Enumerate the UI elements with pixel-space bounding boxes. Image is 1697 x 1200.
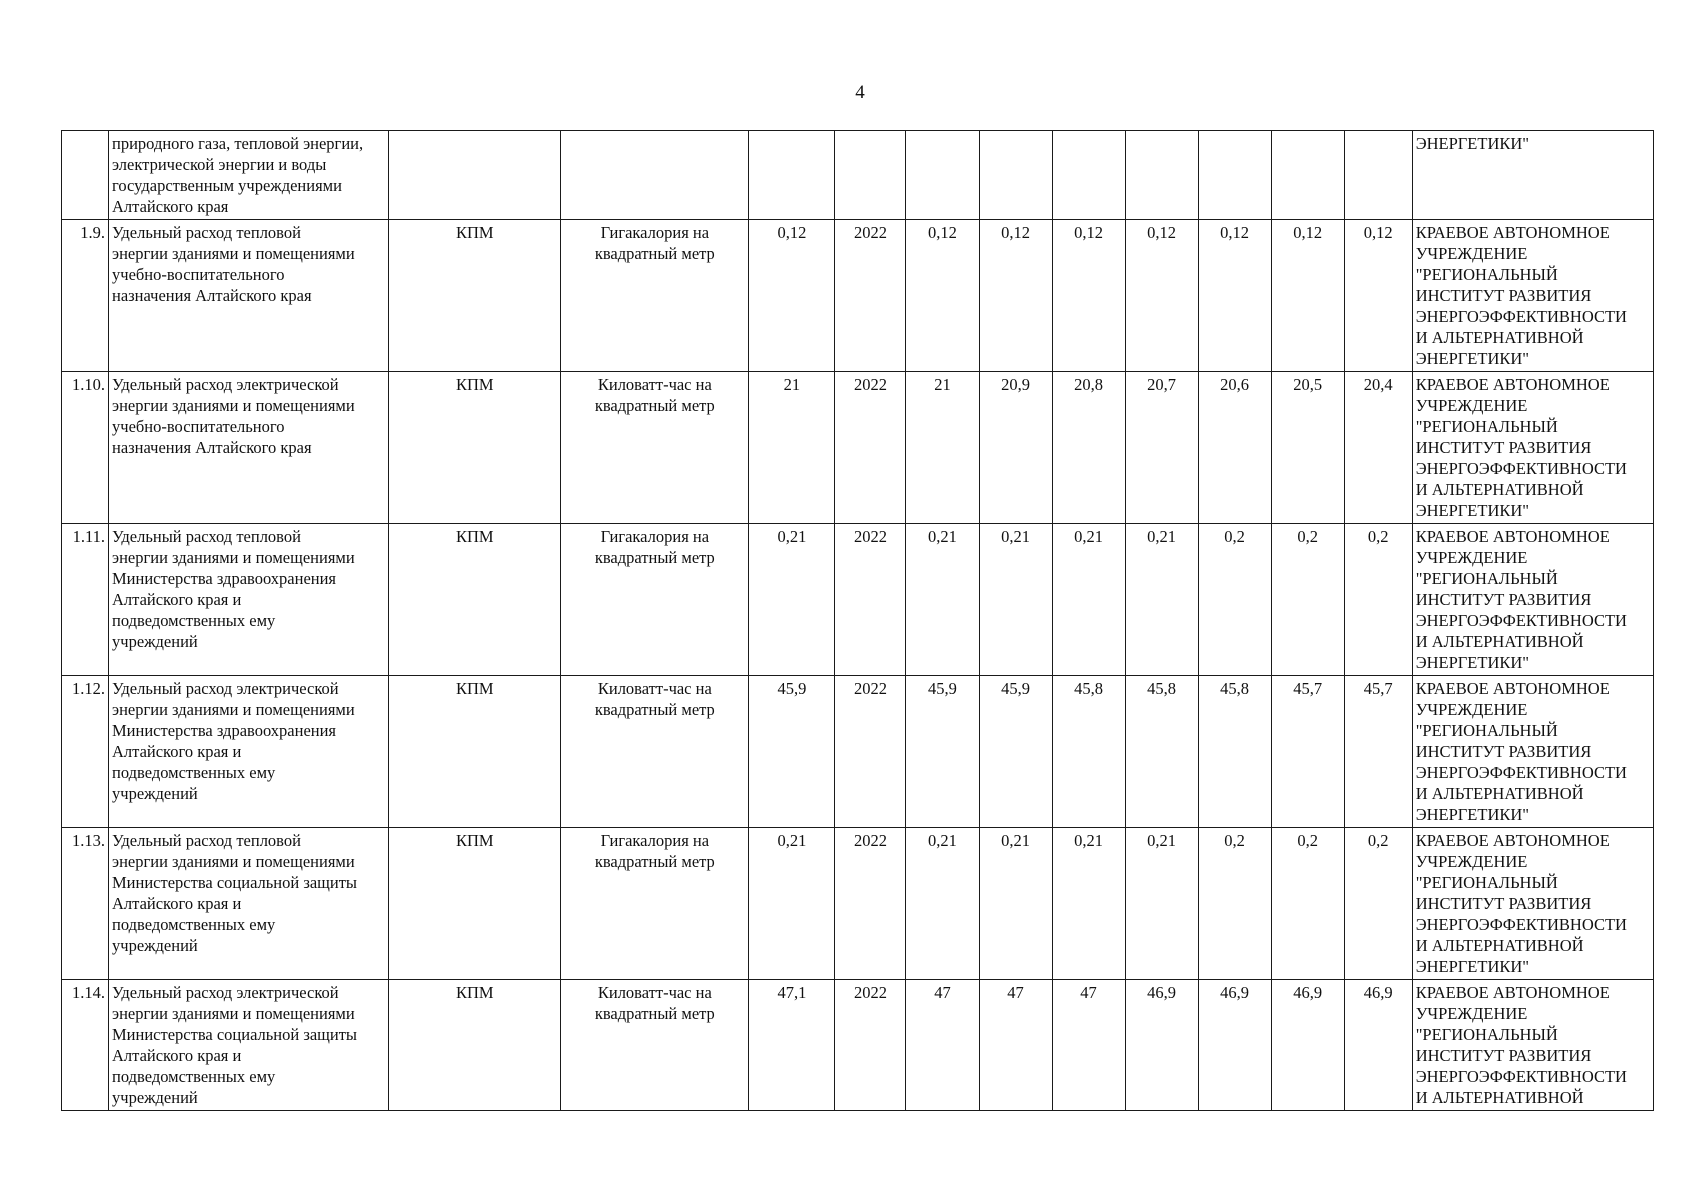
row-number: 1.10. xyxy=(62,372,109,524)
indicator-level: КПМ xyxy=(389,220,561,372)
unit-of-measure: Киловатт-час на квадратный метр xyxy=(561,676,749,828)
plan-value: 0,12 xyxy=(1125,220,1198,372)
table-row xyxy=(62,980,1654,1111)
table-row xyxy=(62,131,1654,220)
plan-value: 0,2 xyxy=(1271,828,1344,980)
plan-value xyxy=(906,131,979,220)
plan-value: 0,21 xyxy=(1125,828,1198,980)
plan-value: 0,21 xyxy=(1052,524,1125,676)
plan-value: 0,12 xyxy=(1052,220,1125,372)
plan-value: 0,2 xyxy=(1198,828,1271,980)
indicator-level: КПМ xyxy=(389,828,561,980)
indicator-name: Удельный расход тепловой энергии зданиями и помещениями Министерства социальной защиты Алтайского края и подведомственных ему учреждений xyxy=(109,828,389,980)
responsible-organization: КРАЕВОЕ АВТОНОМНОЕ УЧРЕЖДЕНИЕ "РЕГИОНАЛЬНЫЙ ИНСТИТУТ РАЗВИТИЯ ЭНЕРГОЭФФЕКТИВНОСТИ И АЛЬТЕРНАТИВНОЙ ЭНЕРГЕТИКИ" xyxy=(1412,828,1653,980)
plan-value: 47 xyxy=(906,980,979,1111)
base-value: 0,21 xyxy=(749,524,835,676)
plan-value: 45,7 xyxy=(1344,676,1412,828)
plan-value: 20,9 xyxy=(979,372,1052,524)
plan-value: 20,5 xyxy=(1271,372,1344,524)
plan-value xyxy=(1271,131,1344,220)
plan-value: 0,12 xyxy=(1271,220,1344,372)
plan-value: 46,9 xyxy=(1344,980,1412,1111)
indicator-level: КПМ xyxy=(389,980,561,1111)
indicator-name: Удельный расход электрической энергии зданиями и помещениями Министерства здравоохранения Алтайского края и подведомственных ему учреждений xyxy=(109,676,389,828)
plan-value: 46,9 xyxy=(1271,980,1344,1111)
row-number: 1.12. xyxy=(62,676,109,828)
plan-value: 0,21 xyxy=(906,828,979,980)
table-row xyxy=(62,524,1654,676)
base-value: 45,9 xyxy=(749,676,835,828)
plan-value: 0,21 xyxy=(979,524,1052,676)
row-number: 1.11. xyxy=(62,524,109,676)
plan-value: 0,2 xyxy=(1271,524,1344,676)
plan-value: 45,9 xyxy=(979,676,1052,828)
table-row xyxy=(62,828,1654,980)
base-year: 2022 xyxy=(835,828,906,980)
plan-value xyxy=(1052,131,1125,220)
unit-of-measure: Киловатт-час на квадратный метр xyxy=(561,980,749,1111)
plan-value: 46,9 xyxy=(1125,980,1198,1111)
plan-value: 0,21 xyxy=(1052,828,1125,980)
row-number: 1.13. xyxy=(62,828,109,980)
plan-value: 0,21 xyxy=(1125,524,1198,676)
base-year: 2022 xyxy=(835,980,906,1111)
base-value: 47,1 xyxy=(749,980,835,1111)
indicator-level: КПМ xyxy=(389,524,561,676)
indicator-name: Удельный расход тепловой энергии зданиями и помещениями Министерства здравоохранения Алтайского края и подведомственных ему учреждений xyxy=(109,524,389,676)
unit-of-measure xyxy=(561,131,749,220)
plan-value: 0,12 xyxy=(1198,220,1271,372)
responsible-organization: КРАЕВОЕ АВТОНОМНОЕ УЧРЕЖДЕНИЕ "РЕГИОНАЛЬНЫЙ ИНСТИТУТ РАЗВИТИЯ ЭНЕРГОЭФФЕКТИВНОСТИ И АЛЬТЕРНАТИВНОЙ ЭНЕРГЕТИКИ" xyxy=(1412,676,1653,828)
unit-of-measure: Гигакалория на квадратный метр xyxy=(561,220,749,372)
plan-value: 0,2 xyxy=(1198,524,1271,676)
plan-value: 0,2 xyxy=(1344,828,1412,980)
base-year: 2022 xyxy=(835,524,906,676)
row-number: 1.9. xyxy=(62,220,109,372)
row-number: 1.14. xyxy=(62,980,109,1111)
responsible-organization: КРАЕВОЕ АВТОНОМНОЕ УЧРЕЖДЕНИЕ "РЕГИОНАЛЬНЫЙ ИНСТИТУТ РАЗВИТИЯ ЭНЕРГОЭФФЕКТИВНОСТИ И АЛЬТЕРНАТИВНОЙ ЭНЕРГЕТИКИ" xyxy=(1412,524,1653,676)
plan-value: 21 xyxy=(906,372,979,524)
plan-value: 20,6 xyxy=(1198,372,1271,524)
page-number: 4 xyxy=(855,82,865,103)
responsible-organization: КРАЕВОЕ АВТОНОМНОЕ УЧРЕЖДЕНИЕ "РЕГИОНАЛЬНЫЙ ИНСТИТУТ РАЗВИТИЯ ЭНЕРГОЭФФЕКТИВНОСТИ И АЛЬТЕРНАТИВНОЙ xyxy=(1412,980,1653,1111)
indicator-level: КПМ xyxy=(389,372,561,524)
row-number xyxy=(62,131,109,220)
base-value xyxy=(749,131,835,220)
table-row xyxy=(62,372,1654,524)
plan-value: 0,12 xyxy=(906,220,979,372)
indicator-level xyxy=(389,131,561,220)
base-value: 0,21 xyxy=(749,828,835,980)
plan-value: 0,21 xyxy=(906,524,979,676)
plan-value xyxy=(1125,131,1198,220)
unit-of-measure: Гигакалория на квадратный метр xyxy=(561,828,749,980)
indicator-name: Удельный расход электрической энергии зданиями и помещениями учебно-воспитательного назначения Алтайского края xyxy=(109,372,389,524)
plan-value: 46,9 xyxy=(1198,980,1271,1111)
plan-value: 0,2 xyxy=(1344,524,1412,676)
plan-value: 45,8 xyxy=(1052,676,1125,828)
plan-value xyxy=(1344,131,1412,220)
plan-value: 20,4 xyxy=(1344,372,1412,524)
plan-value: 0,12 xyxy=(979,220,1052,372)
base-year xyxy=(835,131,906,220)
plan-value: 20,7 xyxy=(1125,372,1198,524)
plan-value: 45,8 xyxy=(1125,676,1198,828)
plan-value: 47 xyxy=(1052,980,1125,1111)
base-year: 2022 xyxy=(835,220,906,372)
base-value: 0,12 xyxy=(749,220,835,372)
indicator-name: Удельный расход тепловой энергии зданиями и помещениями учебно-воспитательного назначения Алтайского края xyxy=(109,220,389,372)
base-year: 2022 xyxy=(835,676,906,828)
plan-value: 45,7 xyxy=(1271,676,1344,828)
plan-value: 45,8 xyxy=(1198,676,1271,828)
unit-of-measure: Киловатт-час на квадратный метр xyxy=(561,372,749,524)
plan-value: 47 xyxy=(979,980,1052,1111)
plan-value xyxy=(1198,131,1271,220)
indicator-name: Удельный расход электрической энергии зданиями и помещениями Министерства социальной защиты Алтайского края и подведомственных ему учреждений xyxy=(109,980,389,1111)
responsible-organization: ЭНЕРГЕТИКИ" xyxy=(1412,131,1653,220)
indicator-level: КПМ xyxy=(389,676,561,828)
table-row xyxy=(62,220,1654,372)
responsible-organization: КРАЕВОЕ АВТОНОМНОЕ УЧРЕЖДЕНИЕ "РЕГИОНАЛЬНЫЙ ИНСТИТУТ РАЗВИТИЯ ЭНЕРГОЭФФЕКТИВНОСТИ И АЛЬТЕРНАТИВНОЙ ЭНЕРГЕТИКИ" xyxy=(1412,220,1653,372)
indicators-table xyxy=(61,130,1654,1111)
base-year: 2022 xyxy=(835,372,906,524)
table-body xyxy=(62,131,1654,1111)
unit-of-measure: Гигакалория на квадратный метр xyxy=(561,524,749,676)
plan-value: 20,8 xyxy=(1052,372,1125,524)
base-value: 21 xyxy=(749,372,835,524)
plan-value: 45,9 xyxy=(906,676,979,828)
responsible-organization: КРАЕВОЕ АВТОНОМНОЕ УЧРЕЖДЕНИЕ "РЕГИОНАЛЬНЫЙ ИНСТИТУТ РАЗВИТИЯ ЭНЕРГОЭФФЕКТИВНОСТИ И АЛЬТЕРНАТИВНОЙ ЭНЕРГЕТИКИ" xyxy=(1412,372,1653,524)
plan-value xyxy=(979,131,1052,220)
plan-value: 0,21 xyxy=(979,828,1052,980)
plan-value: 0,12 xyxy=(1344,220,1412,372)
indicator-name: природного газа, тепловой энергии, электрической энергии и воды государственным учреждениями Алтайского края xyxy=(109,131,389,220)
table-row xyxy=(62,676,1654,828)
